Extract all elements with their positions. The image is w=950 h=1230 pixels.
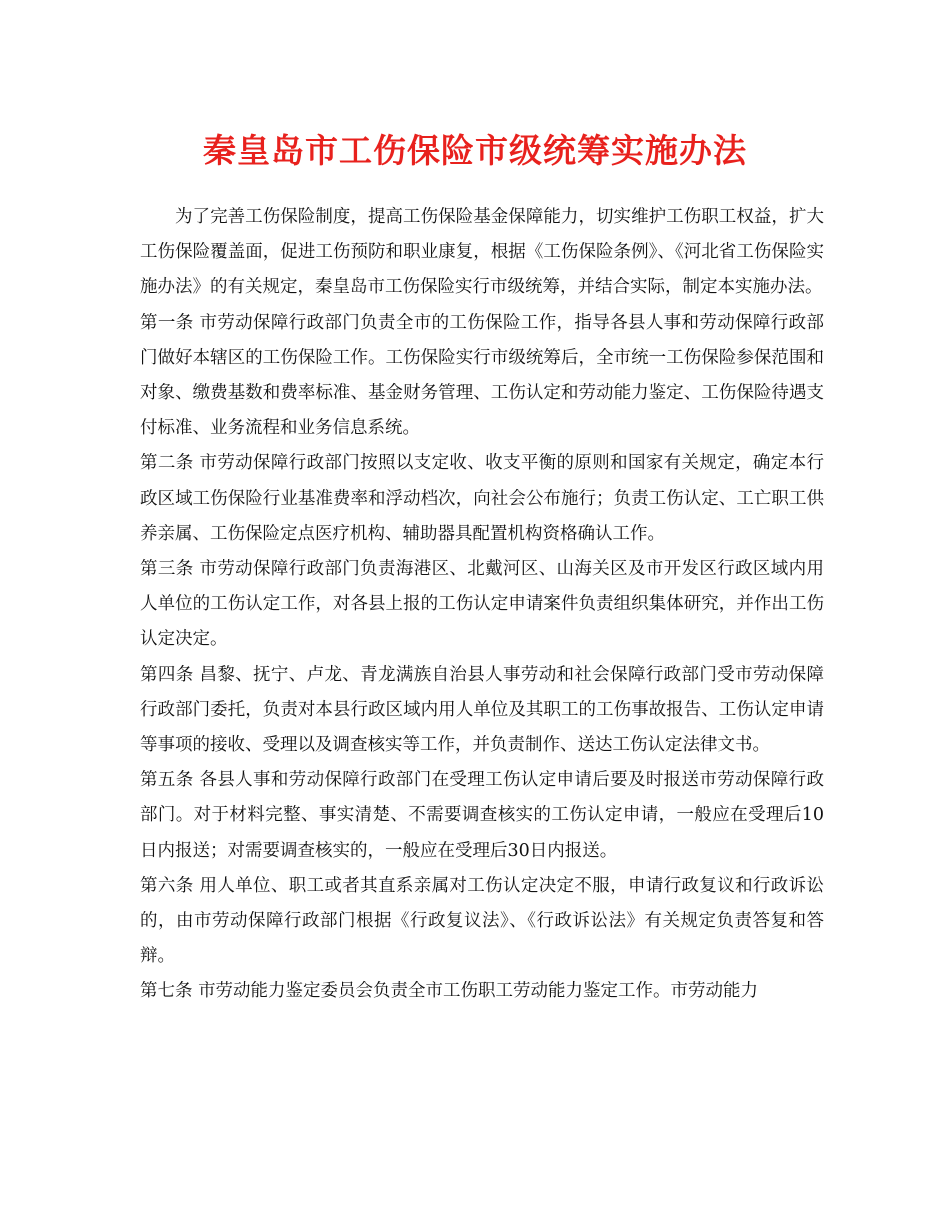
article-3-paragraph: 第三条 市劳动保障行政部门负责海港区、北戴河区、山海关区及市开发区行政区域内用人单位的工伤认定工作，对各县上报的工伤认定申请案件负责组织集体研究，并作出工伤认定决定。 [140, 559, 824, 650]
article-2-paragraph: 第二条 市劳动保障行政部门按照以支定收、收支平衡的原则和国家有关规定，确定本行政区域工伤保险行业基准费率和浮动档次，向社会公布施行；负责工伤认定、工亡职工供养亲属、工伤保险定点医疗机构、辅助器具配置机构资格确认工作。 [140, 453, 824, 544]
document-title: 秦皇岛市工伤保险市级统筹实施办法 [203, 131, 747, 170]
document-body [140, 200, 824, 1010]
article-7-paragraph: 第七条 市劳动能力鉴定委员会负责全市工伤职工劳动能力鉴定工作。市劳动能力 [140, 981, 759, 1002]
article-4-paragraph: 第四条 昌黎、抚宁、卢龙、青龙满族自治县人事劳动和社会保障行政部门受市劳动保障行政部门委托，负责对本县行政区域内用人单位及其职工的工伤事故报告、工伤认定申请等事项的接收、受理以及调查核实等工作，并负责制作、送达工伤认定法律文书。 [140, 664, 824, 756]
article-6-paragraph: 第六条 用人单位、职工或者其直系亲属对工伤认定决定不服，申请行政复议和行政诉讼的，由市劳动保障行政部门根据《行政复议法》、《行政诉讼法》有关规定负责答复和答辩。 [140, 875, 824, 967]
preamble-paragraph: 为了完善工伤保险制度，提高工伤保险基金保障能力，切实维护工伤职工权益，扩大工伤保险覆盖面，促进工伤预防和职业康复，根据《工伤保险条例》、《河北省工伤保险实施办法》的有关规定，秦皇岛市工伤保险实行市级统筹，并结合实际，制定本实施办法。 [140, 207, 824, 298]
article-5-paragraph: 第五条 各县人事和劳动保障行政部门在受理工伤认定申请后要及时报送市劳动保障行政部门。对于材料完整、事实清楚、不需要调查核实的工伤认定申请，一般应在受理后10日内报送；对需要调查核实的，一般应在受理后30日内报送。 [140, 770, 824, 861]
article-1-paragraph: 第一条 市劳动保障行政部门负责全市的工伤保险工作，指导各县人事和劳动保障行政部门做好本辖区的工伤保险工作。工伤保险实行市级统筹后，全市统一工伤保险参保范围和对象、缴费基数和费率标准、基金财务管理、工伤认定和劳动能力鉴定、工伤保险待遇支付标准、业务流程和业务信息系统。 [140, 312, 824, 439]
